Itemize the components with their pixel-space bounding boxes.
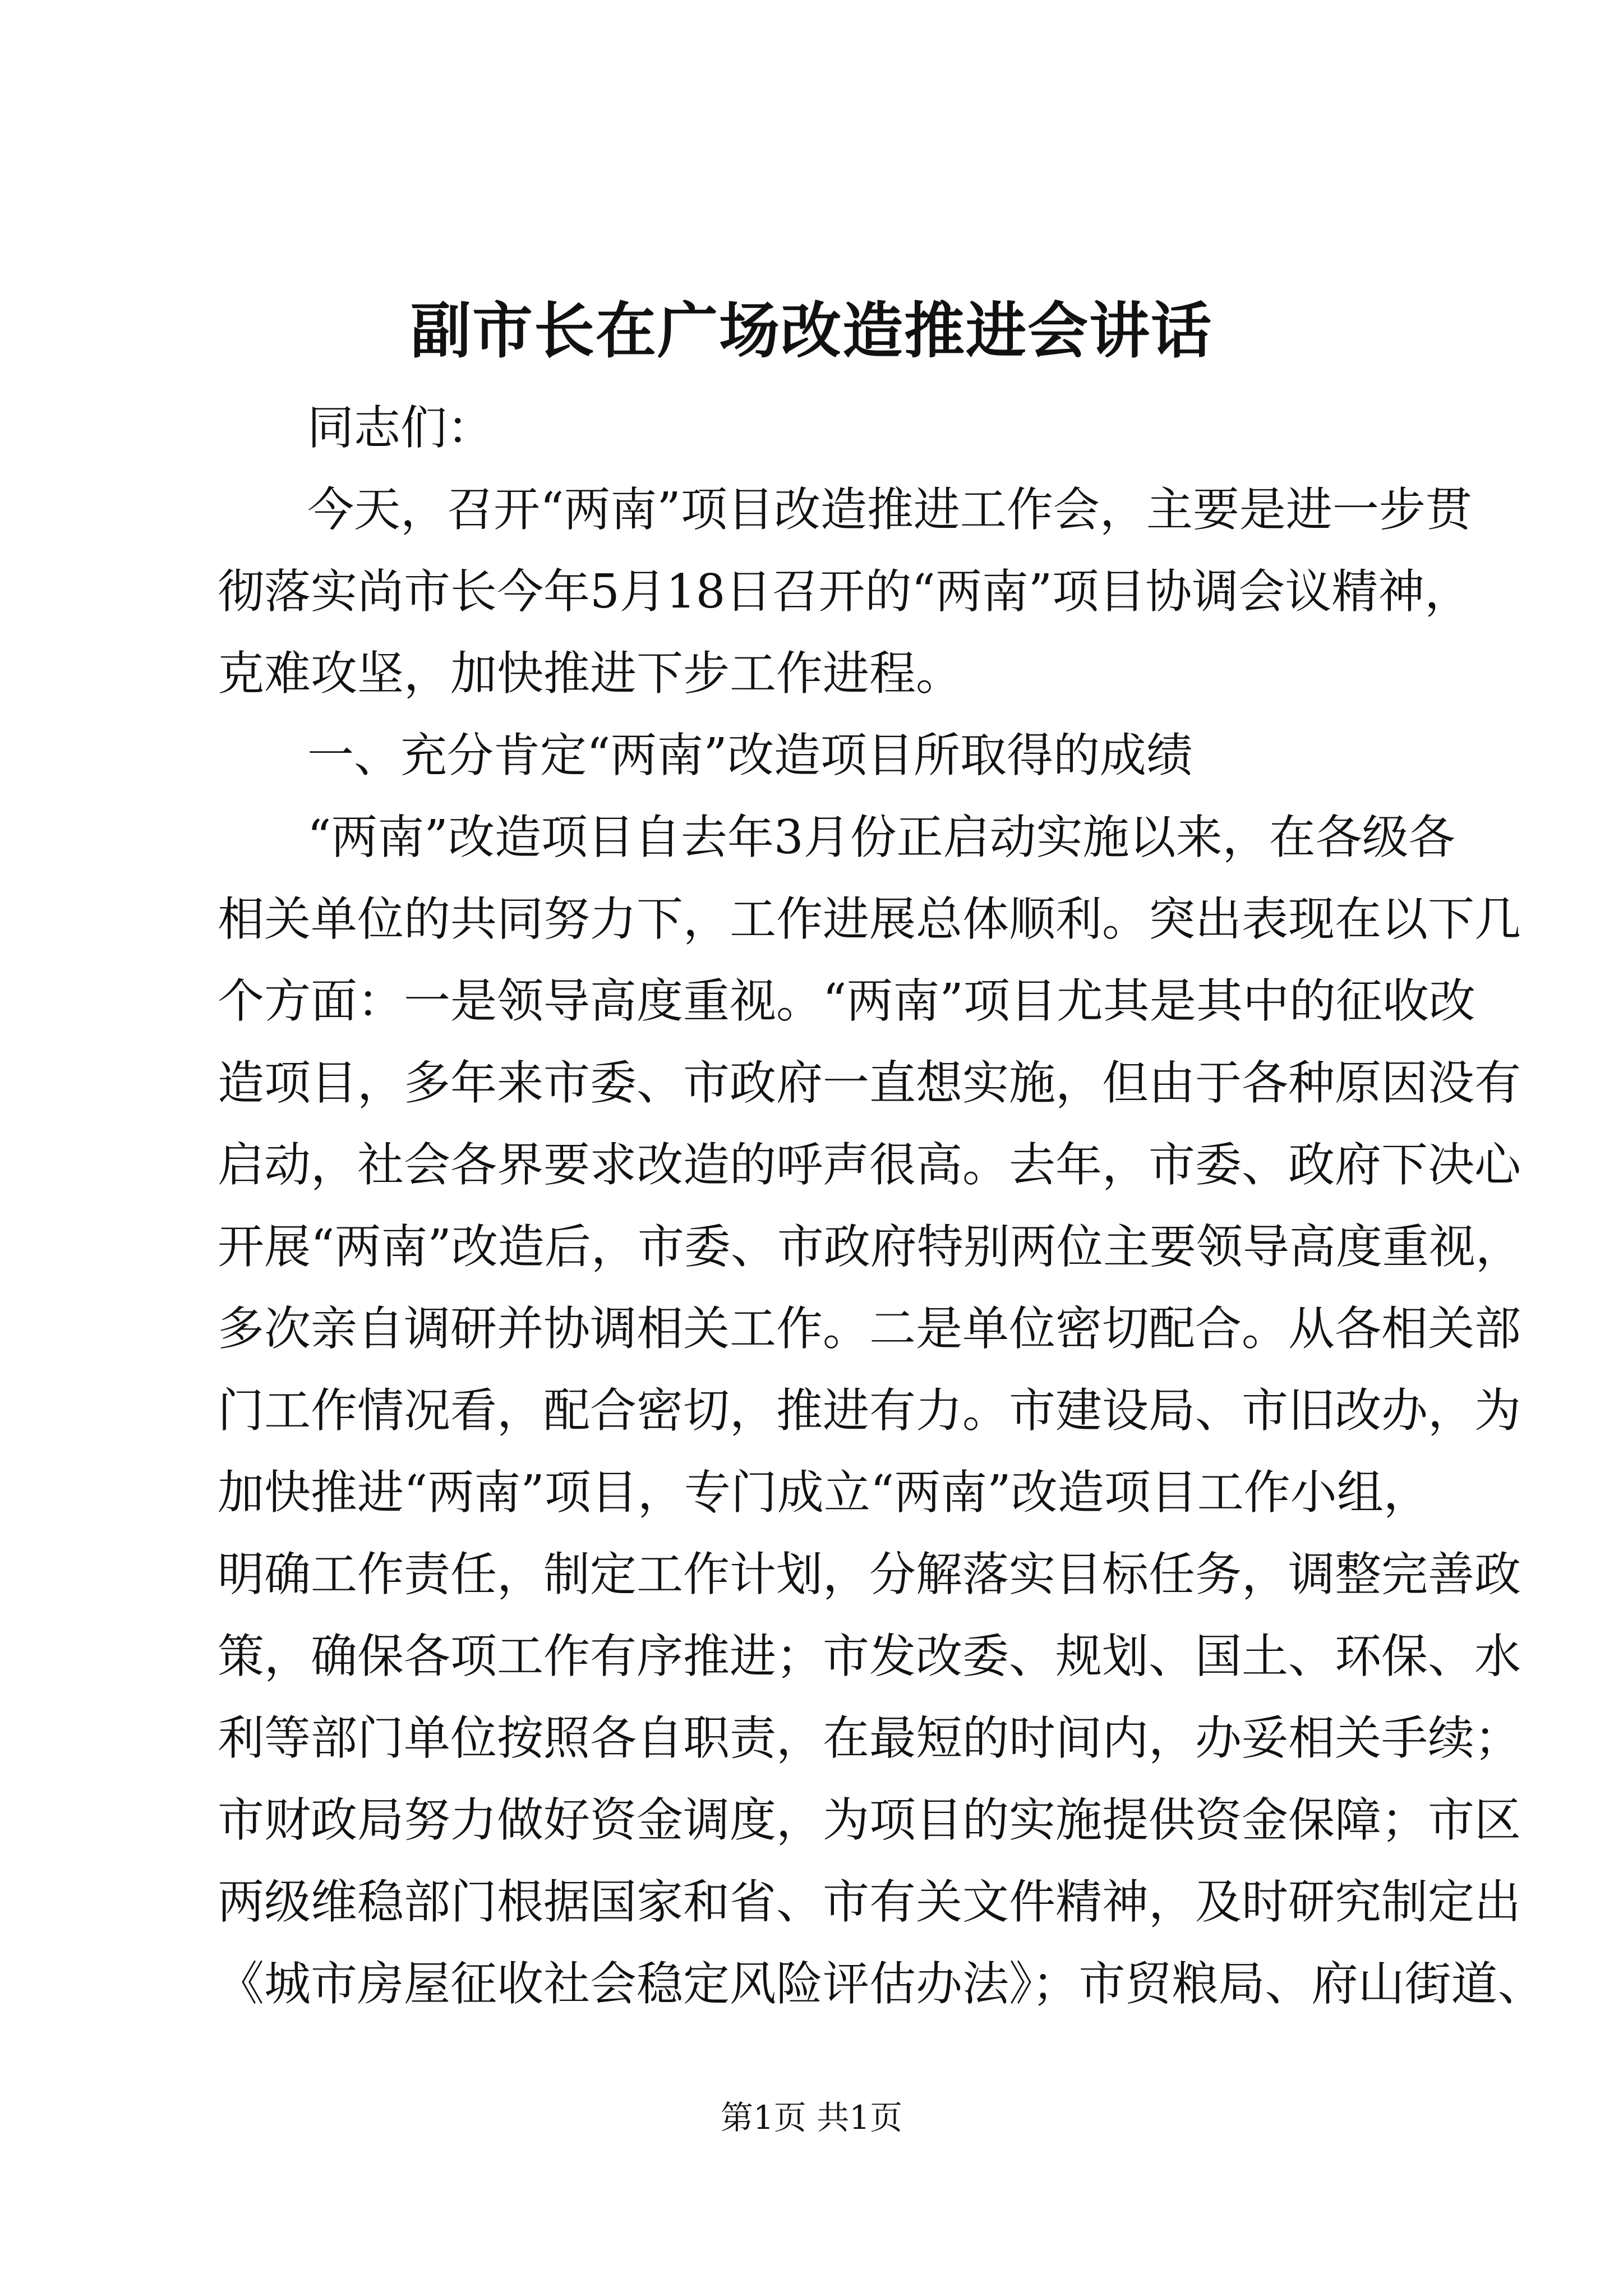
paragraph-line: 开展“两南”改造后，市委、市政府特别两位主要领导高度重视， — [218, 1220, 1522, 1274]
section-heading: 一、充分肯定“两南”改造项目所取得的成绩 — [307, 728, 1193, 783]
paragraph-line: “两南”改造项目自去年3月份正启动实施以来，在各级各 — [307, 810, 1455, 864]
paragraph-line: 启动，社会各界要求改造的呼声很高。去年，市委、政府下决心 — [218, 1138, 1521, 1192]
salutation-line: 同志们： — [307, 401, 494, 455]
document-title: 副市长在广场改造推进会讲话 — [410, 296, 1212, 366]
paragraph-line: 两级维稳部门根据国家和省、市有关文件精神，及时研究制定出 — [218, 1875, 1521, 1929]
paragraph-line: 《城市房屋征收社会稳定风险评估办法》；市贸粮局、府山街道、 — [218, 1957, 1544, 2011]
paragraph-line: 市财政局努力做好资金调度，为项目的实施提供资金保障；市区 — [218, 1793, 1521, 1847]
paragraph-line: 策，确保各项工作有序推进；市发改委、规划、国土、环保、水 — [218, 1629, 1521, 1683]
paragraph-line: 彻落实尚市长今年5月18日召开的“两南”项目协调会议精神， — [218, 564, 1472, 619]
page-footer: 第1页 共1页 — [720, 2099, 903, 2137]
paragraph-line: 门工作情况看，配合密切，推进有力。市建设局、市旧改办，为 — [218, 1383, 1521, 1438]
paragraph-line: 多次亲自调研并协调相关工作。二是单位密切配合。从各相关部 — [218, 1301, 1521, 1356]
document-body — [218, 387, 1544, 2025]
paragraph-line: 今天，召开“两南”项目改造推进工作会，主要是进一步贯 — [307, 482, 1472, 537]
paragraph-line: 造项目，多年来市委、市政府一直想实施，但由于各种原因没有 — [218, 1056, 1521, 1110]
paragraph-line: 相关单位的共同努力下，工作进展总体顺利。突出表现在以下几 — [218, 892, 1521, 946]
paragraph-line: 加快推进“两南”项目，专门成立“两南”改造项目工作小组， — [218, 1465, 1430, 1520]
paragraph-line: 克难攻坚，加快推进下步工作进程。 — [218, 646, 962, 701]
paragraph-line: 个方面：一是领导高度重视。“两南”项目尤其是其中的征收改 — [218, 974, 1476, 1028]
paragraph-line: 明确工作责任，制定工作计划，分解落实目标任务，调整完善政 — [218, 1547, 1521, 1602]
paragraph-line: 利等部门单位按照各自职责，在最短的时间内，办妥相关手续； — [218, 1711, 1521, 1765]
